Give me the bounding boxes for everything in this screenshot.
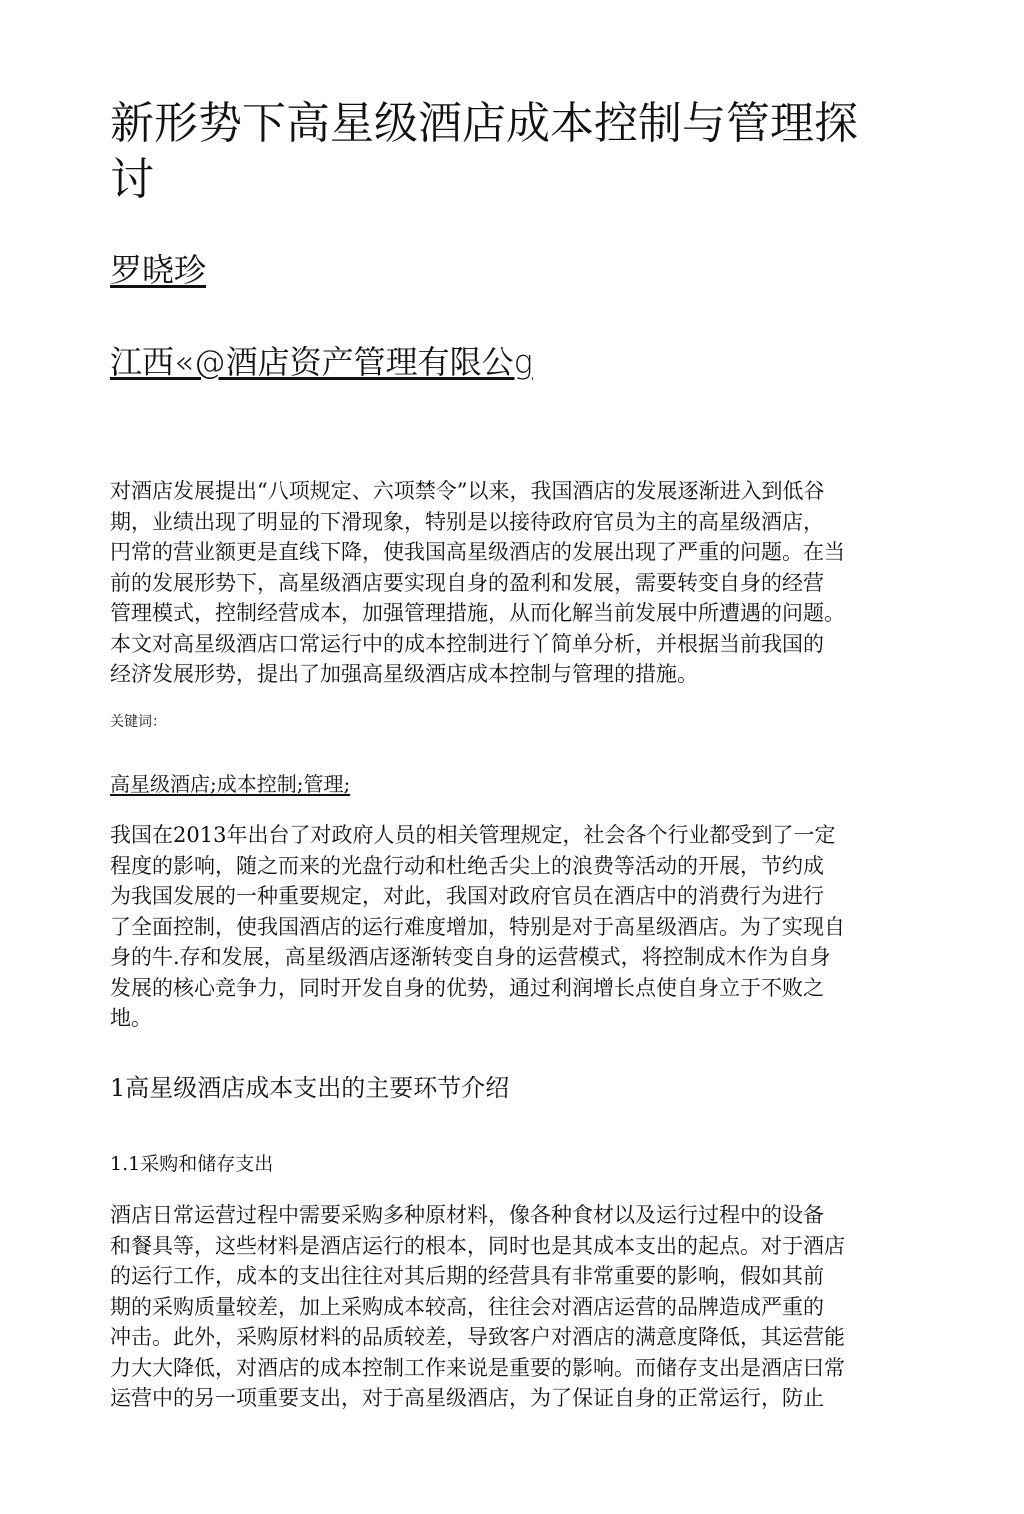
body-line: 期的采购质量较差，加上采购成本较高，往往会对酒店运营的品牌造成严重的	[110, 1294, 824, 1319]
intro-line: 程度的影响，随之而来的光盘行动和杜绝舌尖上的浪费等活动的开展，节约成	[110, 853, 824, 878]
intro-line: 了全面控制，使我国酒店的运行难度增加，特别是对于高星级酒店。为了实现自	[110, 914, 845, 939]
author-name[interactable]: 罗晓珍	[110, 251, 207, 289]
abstract-line: 管理模式，控制经营成本，加强管理措施，从而化解当前发展中所遭遇的问题。	[110, 601, 845, 625]
intro-line: 我国在2013年出台了对政府人员的相关管理规定，社会各个行业都受到了一定	[110, 823, 836, 847]
body-line: 力大大降低，对酒店的成本控制工作来说是重要的影响。而储存支出是酒店曰常	[110, 1355, 845, 1380]
abstract-line: 前的发展形势下，高星级酒店要实现自身的盈利和发展，需要转变自身的经营	[110, 570, 824, 595]
intro-paragraph	[110, 820, 845, 1034]
section-1-1-paragraph	[110, 1200, 845, 1414]
body-line: 的运行工作，成本的支出往往对其后期的经营具有非常重要的影响，假如其前	[110, 1264, 824, 1288]
abstract-line: 经济发展形势，提出了加强高星级酒店成本控制与管理的措施。	[110, 662, 698, 686]
section-1-heading: 1高星级酒店成本支出的主要环节介绍	[110, 1074, 510, 1102]
body-line: 酒店日常运营过程中需要采购多种原材料，像各种食材以及运行过程中的设备	[110, 1203, 824, 1227]
abstract-paragraph	[110, 476, 845, 690]
keywords-list[interactable]: 高星级酒店;成本控制;管理;	[110, 772, 351, 796]
title-line-1: 新形势下高星级酒店成本控制与管理探	[110, 98, 858, 149]
title-line-2: 讨	[110, 154, 154, 205]
section-1-1-heading: 1.1采购和储存支出	[110, 1153, 274, 1175]
keywords-label: 关键词：	[110, 714, 166, 730]
document-title	[110, 96, 910, 208]
author-affiliation[interactable]: 江西«@酒店资产管理有限公g	[110, 343, 533, 381]
abstract-line: 对酒店发展提出“八项规定、六项禁令”以来，我国酒店的发展逐渐进入到低谷	[110, 479, 825, 503]
intro-line: 地。	[110, 1006, 152, 1030]
abstract-line: 期，业绩出现了明显的下滑现象，特别是以接待政府官员为主的高星级酒店，	[110, 509, 824, 534]
body-line: 冲击。此外，采购原材料的品质较差，导致客户对酒店的满意度降低，其运营能	[110, 1325, 845, 1349]
intro-line: 发展的核心竞争力，同时开发自身的优势，通过利润增长点使自身立于不败之	[110, 975, 824, 1000]
intro-line: 身的牛.存和发展，高星级酒店逐渐转变自身的运营模式，将控制成木作为自身	[110, 945, 831, 969]
body-line: 和餐具等，这些材料是酒店运行的根本，同时也是其成本支出的起点。对于酒店	[110, 1233, 845, 1258]
body-line: 运营中的另一项重要支出，对于高星级酒店，为了保证自身的正常运行，防止	[110, 1386, 824, 1410]
abstract-line: 本文对高星级酒店口常运行中的成本控制进行丫简单分析，并根据当前我国的	[110, 631, 824, 656]
abstract-line: 円常的营业额更是直线下降，使我国高星级酒店的发展出现了严重的问题。在当	[110, 540, 845, 564]
intro-line: 为我国发展的一种重要规定，对此，我国对政府官员在酒店中的消费行为进行	[110, 884, 824, 908]
